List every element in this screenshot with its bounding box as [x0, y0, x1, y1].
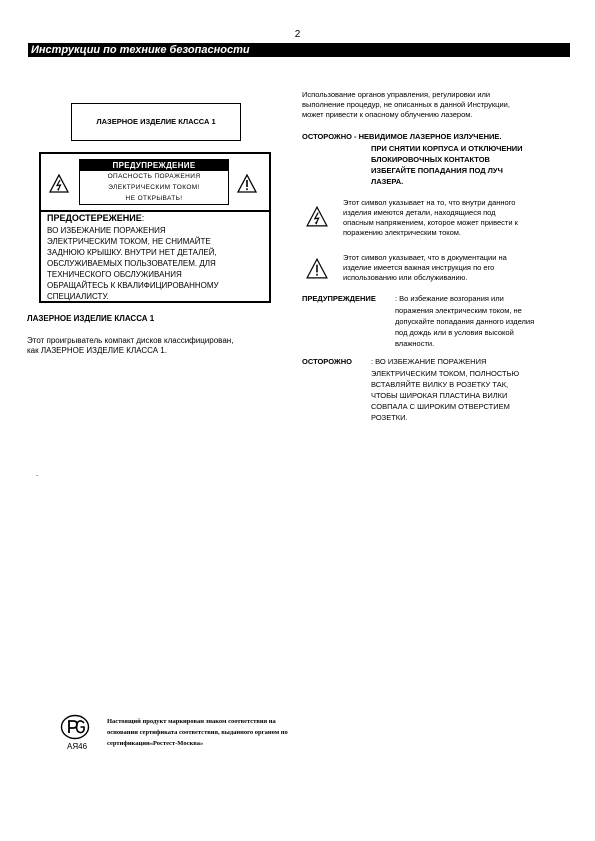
paragraph-line: может привести к опасному облучению лазером. — [302, 110, 473, 119]
warning-line: ОПАСНОСТЬ ПОРАЖЕНИЯ — [107, 173, 201, 180]
caution-line: ЭЛЕКТРИЧЕСКИМ ТОКОМ, ПОЛНОСТЬЮ — [371, 369, 520, 378]
caution-line: ОБСЛУЖИВАЕМЫХ ПОЛЬЗОВАТЕЛЕМ. ДЛЯ — [47, 259, 216, 268]
page-number: 2 — [294, 29, 301, 40]
caution-first-line: : ВО ИЗБЕЖАНИЕ ПОРАЖЕНИЯ — [371, 357, 487, 366]
caution-line: ЧТОБЫ ШИРОКАЯ ПЛАСТИНА ВИЛКИ — [371, 391, 508, 400]
warning-first-line: : Во избежание возгорания или — [395, 294, 504, 303]
caution-line: РОЗЕТКИ. — [371, 413, 408, 422]
caution-title-text: ПРЕДОСТЕРЕЖЕНИЕ — [47, 213, 142, 223]
caution-title — [47, 213, 263, 224]
symbol-line: изделие имеется важная инструкция по его — [343, 263, 495, 272]
caution-text — [47, 225, 263, 302]
controls-warning-paragraph — [302, 90, 564, 120]
caution-line: ЗАДНЮЮ КРЫШКУ. ВНУТРИ НЕТ ДЕТАЛЕЙ, — [47, 248, 217, 257]
paragraph-line: как ЛАЗЕРНОЕ ИЗДЕЛИЕ КЛАССА 1. — [27, 346, 167, 355]
warning-line: поражения электрическим током, не — [395, 306, 522, 315]
caution-title-colon: : — [141, 213, 145, 223]
paragraph-line: Этот проигрыватель компакт дисков классифицирован, — [27, 336, 234, 345]
certification-text — [107, 716, 357, 749]
caution-box — [39, 211, 271, 303]
laser-product-label: ЛАЗЕРНОЕ ИЗДЕЛИЕ КЛАССА 1 — [71, 103, 241, 141]
certification-code: АЯ46 — [67, 742, 88, 751]
caution-line: ЭЛЕКТРИЧЕСКИМ ТОКОМ, НЕ СНИМАЙТЕ — [47, 237, 211, 246]
symbol-line: изделия имеются детали, находящиеся под — [343, 208, 496, 217]
warning-line: влажности. — [395, 339, 435, 348]
symbol-line: опасным напряжением, которое может привести к — [343, 218, 518, 227]
paragraph-line: Использование органов управления, регулировки или — [302, 90, 491, 99]
caution-label-heading: ОСТОРОЖНО — [302, 357, 352, 366]
symbol-line: Этот символ указывает, что в документации на — [343, 253, 507, 262]
stray-mark: . — [36, 469, 39, 478]
caution-line: СОВПАЛА С ШИРОКИМ ОТВЕРСТИЕМ — [371, 402, 510, 411]
laser-radiation-text — [371, 143, 566, 187]
paragraph-line: выполнение процедур, не описанных в данной Инструкции, — [302, 100, 510, 109]
exclamation-symbol-description — [343, 253, 565, 283]
caution-line: ОБРАЩАЙТЕСЬ К КВАЛИФИЦИРОВАННОМУ — [47, 281, 219, 290]
warning-line: НЕ ОТКРЫВАТЬ! — [125, 195, 183, 202]
warning-title: ПРЕДУПРЕЖДЕНИЕ — [80, 160, 228, 171]
lightning-warning-triangle-icon — [306, 206, 328, 227]
plug-caution-text — [371, 368, 571, 423]
warning-text — [395, 305, 570, 349]
danger-line: ИЗБЕГАЙТЕ ПОПАДАНИЯ ПОД ЛУЧ — [371, 166, 503, 175]
warning-line: под дождь или в условия высокой — [395, 328, 514, 337]
certification-line: Настоящий продукт маркирован знаком соответствия на — [107, 718, 276, 725]
laser-class-paragraph — [27, 336, 307, 356]
section-title: Инструкции по технике безопасности — [28, 43, 570, 57]
danger-line: ПРИ СНЯТИИ КОРПУСА И ОТКЛЮЧЕНИИ — [371, 144, 523, 153]
caution-line: ТЕХНИЧЕСКОГО ОБСЛУЖИВАНИЯ — [47, 270, 182, 279]
warning-label — [79, 159, 229, 205]
warning-line: ЭЛЕКТРИЧЕСКИМ ТОКОМ! — [108, 184, 200, 191]
warning-label-heading: ПРЕДУПРЕЖДЕНИЕ — [302, 294, 376, 303]
lightning-symbol-description — [343, 198, 565, 238]
exclamation-warning-triangle-icon — [306, 258, 328, 279]
caution-line: ВО ИЗБЕЖАНИЕ ПОРАЖЕНИЯ — [47, 226, 166, 235]
certification-line: основании сертификата соответствия, выданного органом по — [107, 729, 288, 736]
danger-line: БЛОКИРОВОЧНЫХ КОНТАКТОВ — [371, 155, 490, 164]
symbol-line: Этот символ указывает на то, что внутри данного — [343, 198, 516, 207]
warning-line: допускайте попадания данного изделия — [395, 317, 535, 326]
lightning-warning-triangle-icon — [49, 174, 69, 193]
caution-line: ВСТАВЛЯЙТЕ ВИЛКУ В РОЗЕТКУ ТАК, — [371, 380, 509, 389]
laser-radiation-heading: ОСТОРОЖНО - НЕВИДИМОЕ ЛАЗЕРНОЕ ИЗЛУЧЕНИЕ. — [302, 132, 502, 141]
danger-line: ЛАЗЕРА. — [371, 177, 404, 186]
rst-certification-mark-icon — [60, 714, 90, 740]
laser-class-heading: ЛАЗЕРНОЕ ИЗДЕЛИЕ КЛАССА 1 — [27, 314, 155, 323]
certification-line: сертификации«Ростест-Москва» — [107, 740, 204, 747]
symbol-line: использованию или обслуживанию. — [343, 273, 468, 282]
symbol-line: поражению электрическим током. — [343, 228, 462, 237]
caution-line: СПЕЦИАЛИСТУ. — [47, 292, 109, 301]
exclamation-warning-triangle-icon — [237, 174, 257, 193]
warning-panel — [39, 152, 271, 212]
